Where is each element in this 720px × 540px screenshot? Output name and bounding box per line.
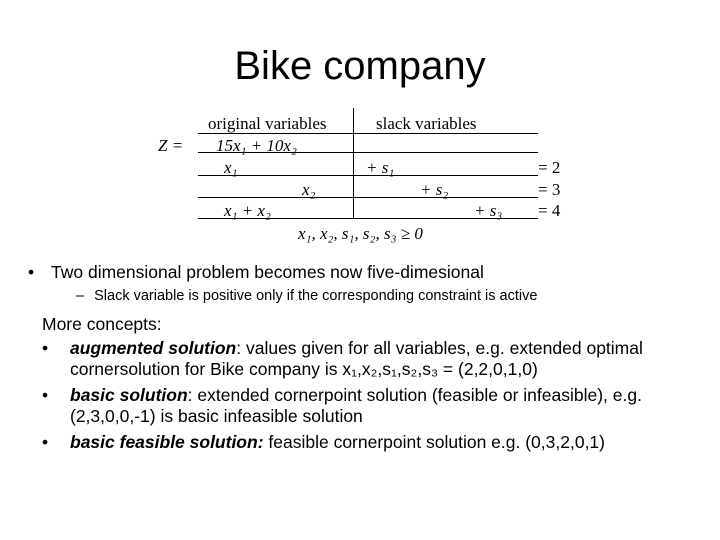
definition: feasible cornerpoint solution e.g. (0,3,2,0,1) xyxy=(263,432,605,452)
row3-original: x₁ + x₂ xyxy=(224,201,271,220)
header-original-variables: original variables xyxy=(208,114,327,133)
header-slack-variables: slack variables xyxy=(376,114,477,133)
z-label: Z = xyxy=(158,136,184,155)
row2-slack: + s₂ xyxy=(420,180,449,199)
row2-rhs: = 3 xyxy=(538,180,561,199)
definition: : values given for all variables, e.g. extended optimal cornersolution for Bike company is x₁,x₂,s₁,s₂,s₃ = (2,2,0,1,0) xyxy=(70,338,643,379)
bullet-marker: • xyxy=(28,262,35,282)
bullet-item xyxy=(28,262,708,283)
bullet-marker: • xyxy=(42,338,49,358)
row3-rhs: = 4 xyxy=(538,201,561,220)
row3-slack: + s₃ xyxy=(474,201,503,220)
dash-marker: – xyxy=(76,288,85,304)
row1-slack: + s₁ xyxy=(366,158,395,177)
objective-expression: 15x₁ + 10x₂ xyxy=(216,136,297,155)
sub-bullet-item xyxy=(76,288,537,304)
row2-original: x₂ xyxy=(302,180,316,199)
definition: : extended cornerpoint solution (feasible or infeasible), e.g. (2,3,0,0,-1) is basic infeasible solution xyxy=(70,385,642,426)
sub-bullet-text: Slack variable is positive only if the corresponding constraint is active xyxy=(94,288,538,304)
slide-title: Bike company xyxy=(234,44,486,88)
bullet-text xyxy=(70,432,682,453)
row1-original: x₁ xyxy=(224,158,238,177)
bullet-text: Two dimensional problem becomes now five-dimesional xyxy=(51,262,484,282)
bullet-marker: • xyxy=(42,432,49,452)
bullet-item xyxy=(42,338,682,380)
section-heading: More concepts: xyxy=(42,314,162,334)
bullet-marker: • xyxy=(42,385,49,405)
bullet-item xyxy=(42,432,682,453)
term: augmented solution xyxy=(70,338,237,358)
term: basic feasible solution: xyxy=(70,432,264,452)
nonnegativity-constraint: x₁, x₂, s₁, s₂, s₃ ≥ 0 xyxy=(298,224,423,243)
row1-rhs: = 2 xyxy=(538,158,561,177)
bullet-item xyxy=(42,385,682,427)
term: basic solution xyxy=(70,385,188,405)
bullet-text xyxy=(70,338,682,380)
lp-formulation xyxy=(158,108,578,248)
bullet-text xyxy=(70,385,682,427)
